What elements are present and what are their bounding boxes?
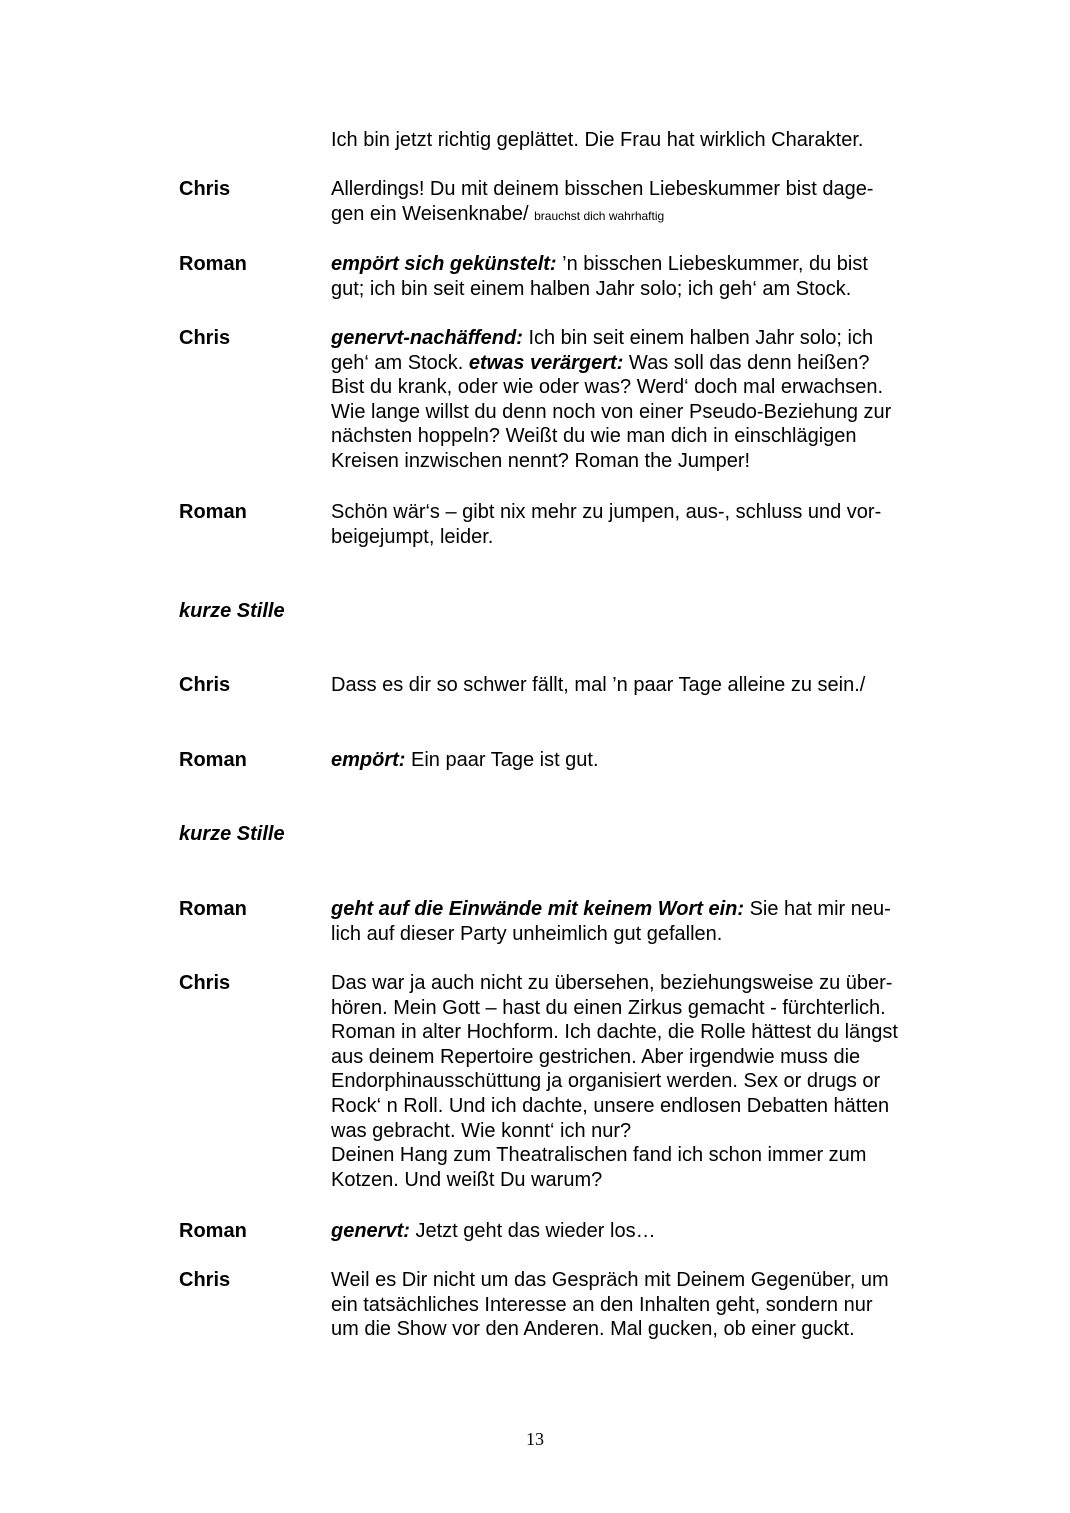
speaker-name: Chris — [179, 178, 231, 200]
text-line: Schön wär‘s – gibt nix mehr zu jumpen, aus-, schluss und vor- — [331, 501, 882, 523]
dialogue-text — [331, 177, 951, 228]
dialogue-text — [331, 252, 951, 301]
text-line: Roman in alter Hochform. Ich dachte, die Rolle hättest du längst — [331, 1021, 898, 1044]
text-line — [331, 252, 951, 277]
stage-direction: genervt: — [331, 1220, 410, 1242]
dialogue-text — [331, 326, 951, 474]
speaker-name: Chris — [179, 327, 231, 349]
stage-direction: empört sich gekünstelt: — [331, 253, 557, 275]
text-line: gut; ich bin seit einem halben Jahr solo; ich geh‘ am Stock. — [331, 277, 852, 300]
handwritten-note: brauchst dich wahrhaftig — [534, 208, 665, 223]
speaker-name: Roman — [179, 1220, 247, 1242]
text-line: Allerdings! Du mit deinem bisschen Liebeskummer bist dage- — [331, 178, 874, 200]
speaker-name: Roman — [179, 253, 247, 275]
speaker-name: Chris — [179, 972, 231, 994]
text-line: Ich bin jetzt richtig geplättet. Die Frau hat wirklich Charakter. — [331, 129, 864, 151]
text-line: aus deinem Repertoire gestrichen. Aber irgendwie muss die — [331, 1045, 861, 1068]
text-line: lich auf dieser Party unheimlich gut gefallen. — [331, 922, 723, 945]
text-line — [331, 202, 951, 229]
speaker-name: Roman — [179, 898, 247, 920]
dialogue-text — [331, 128, 951, 153]
dialogue-text — [331, 1219, 951, 1244]
text-line: nächsten hoppeln? Weißt du wie man dich in einschlägigen — [331, 425, 857, 448]
dialogue-text — [331, 673, 951, 698]
speaker-name: Chris — [179, 674, 231, 696]
text-line: Kotzen. Und weißt Du warum? — [331, 1168, 603, 1191]
text-segment: gen ein Weisenknabe/ — [331, 202, 535, 225]
text-line: Endorphinausschüttung ja organisiert werden. Sex or drugs or — [331, 1070, 881, 1093]
text-segment: ’n bisschen Liebeskummer, du bist — [556, 253, 868, 275]
stage-direction: etwas verärgert: — [468, 351, 624, 374]
dialogue-text — [331, 971, 951, 1192]
text-line: hören. Mein Gott – hast du einen Zirkus gemacht - fürchterlich. — [331, 996, 886, 1019]
text-line: Rock‘ n Roll. Und ich dachte, unsere endlosen Debatten hätten — [331, 1094, 890, 1117]
speaker-name: Roman — [179, 501, 247, 523]
dialogue-text — [331, 897, 951, 946]
text-line: ein tatsächliches Interesse an den Inhalten geht, sondern nur — [331, 1293, 873, 1316]
dialogue-text — [331, 748, 951, 773]
dialogue-text — [331, 1268, 951, 1342]
text-line: um die Show vor den Anderen. Mal gucken, ob einer guckt. — [331, 1318, 855, 1341]
text-line — [331, 748, 951, 773]
text-segment: Ein paar Tage ist gut. — [405, 749, 599, 771]
text-segment: Was soll das denn heißen? — [623, 351, 870, 374]
stage-direction: geht auf die Einwände mit keinem Wort ein: — [331, 898, 745, 920]
text-line: Wie lange willst du denn noch von einer Pseudo-Beziehung zur — [331, 400, 892, 423]
text-line — [331, 351, 951, 376]
speaker-name: Roman — [179, 749, 247, 771]
text-segment: Ich bin seit einem halben Jahr solo; ich — [522, 327, 874, 349]
text-segment: Sie hat mir neu- — [744, 898, 891, 920]
text-line: Weil es Dir nicht um das Gespräch mit Deinem Gegenüber, um — [331, 1269, 889, 1291]
text-line — [331, 326, 951, 351]
page-number: 13 — [526, 1429, 544, 1449]
text-segment: Jetzt geht das wieder los… — [409, 1220, 656, 1242]
text-line — [331, 1219, 951, 1244]
text-line: Dass es dir so schwer fällt, mal ’n paar Tage alleine zu sein./ — [331, 674, 866, 696]
stage-note: kurze Stille — [179, 600, 285, 622]
speaker-name: Chris — [179, 1269, 231, 1291]
text-line: was gebracht. Wie konnt‘ ich nur? — [331, 1119, 632, 1142]
stage-direction: empört: — [331, 749, 406, 771]
text-line — [331, 897, 951, 922]
text-line: Deinen Hang zum Theatralischen fand ich schon immer zum — [331, 1144, 867, 1167]
stage-direction: genervt-nachäffend: — [331, 327, 523, 349]
dialogue-text — [331, 500, 951, 549]
text-segment: geh‘ am Stock. — [331, 351, 469, 374]
stage-note: kurze Stille — [179, 823, 285, 845]
text-line: Kreisen inzwischen nennt? Roman the Jumper! — [331, 449, 751, 472]
text-line: beigejumpt, leider. — [331, 525, 494, 548]
text-line: Bist du krank, oder wie oder was? Werd‘ doch mal erwachsen. — [331, 376, 884, 399]
text-line: Das war ja auch nicht zu übersehen, beziehungsweise zu über- — [331, 972, 893, 994]
